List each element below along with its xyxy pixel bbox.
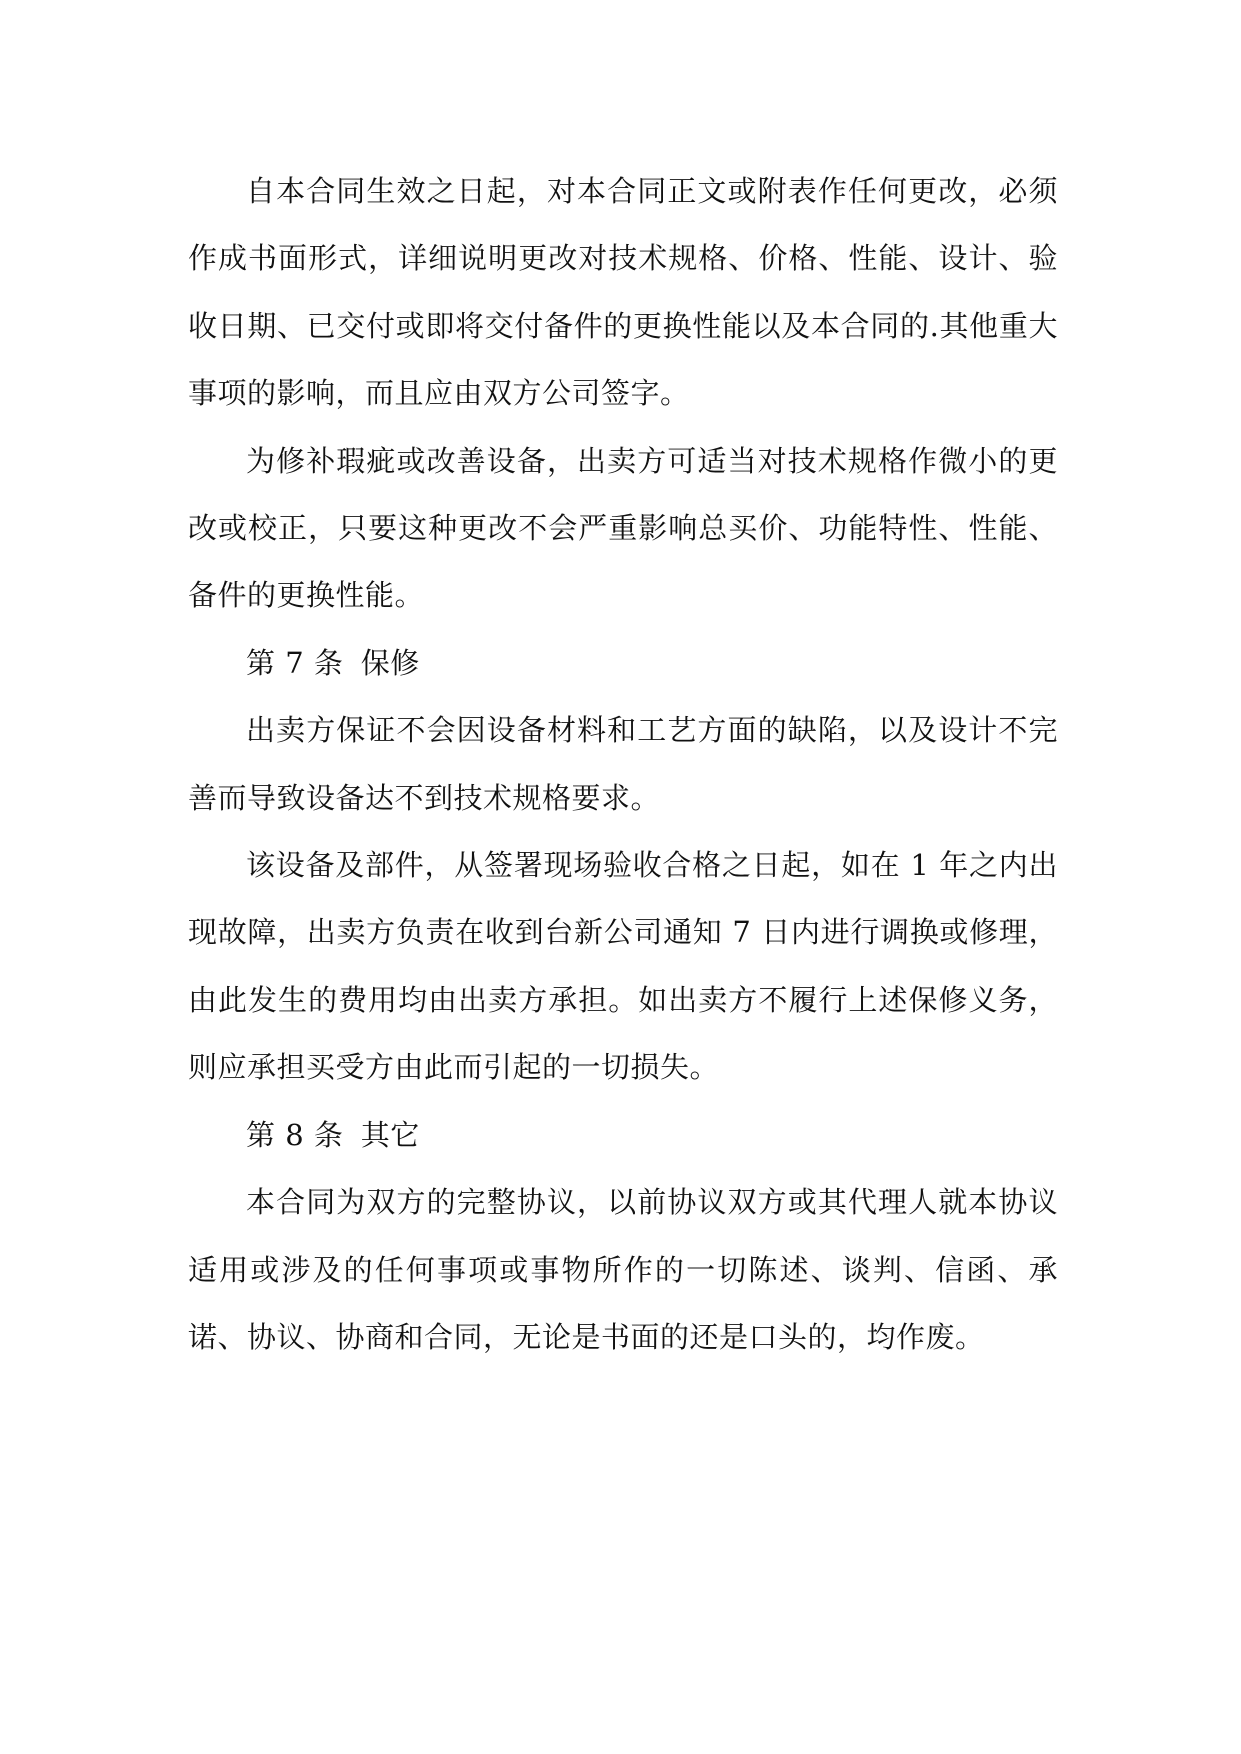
paragraph-amendments: 自本合同生效之日起，对本合同正文或附表作任何更改，必须作成书面形式，详细说明更改对技术规格、价格、性能、设计、验收日期、已交付或即将交付备件的更换性能以及本合同的.其他重大事项的影响，而且应由双方公司签字。 xyxy=(188,174,1058,411)
article-8-heading xyxy=(188,1102,1058,1169)
article-7-heading xyxy=(188,630,1058,697)
paragraph-entire-agreement: 本合同为双方的完整协议，以前协议双方或其代理人就本协议适用或涉及的任何事项或事物所作的一切陈述、谈判、信函、承诺、协议、协商和合同，无论是书面的还是口头的，均作废。 xyxy=(188,1185,1058,1354)
article-8-title: 其它 xyxy=(360,1117,420,1152)
article-8-number: 第 8 条 xyxy=(246,1117,344,1152)
article-7-title: 保修 xyxy=(360,645,420,680)
paragraph-warranty-guarantee: 出卖方保证不会因设备材料和工艺方面的缺陷，以及设计不完善而导致设备达不到技术规格要求。 xyxy=(188,713,1058,815)
paragraph-warranty-period: 该设备及部件，从签署现场验收合格之日起，如在 1 年之内出现故障，出卖方负责在收到台新公司通知 7 日内进行调换或修理，由此发生的费用均由出卖方承担。如出卖方不履行上述保修义务，则应承担买受方由此而引起的一切损失。 xyxy=(188,848,1058,1085)
document-body xyxy=(188,158,1058,1371)
article-7-number: 第 7 条 xyxy=(246,645,344,680)
paragraph-minor-changes: 为修补瑕疵或改善设备，出卖方可适当对技术规格作微小的更改或校正，只要这种更改不会严重影响总买价、功能特性、性能、备件的更换性能。 xyxy=(188,443,1058,613)
